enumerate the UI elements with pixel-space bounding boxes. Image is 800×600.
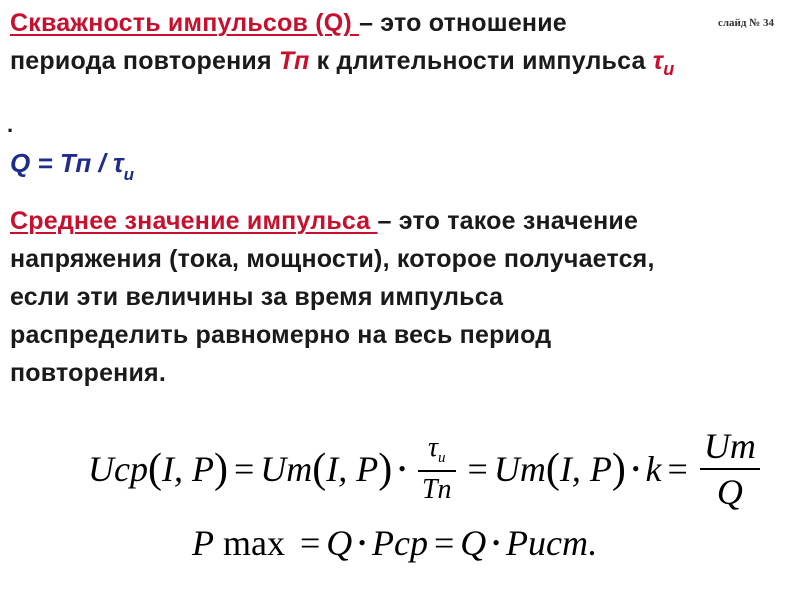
eq1-um-1: Um (260, 449, 313, 489)
eq2-p: P (192, 523, 214, 563)
eq1-lparen-2: ( (312, 446, 327, 492)
eq1-equals-3: = (667, 449, 688, 489)
eq1-frac-um: Um (703, 426, 756, 466)
eq2-pcp: Pcp (372, 523, 428, 563)
definition-duty-cycle (10, 4, 674, 88)
eq1-um-2: Um (493, 449, 546, 489)
equation-power (192, 522, 597, 564)
eq1-tau-sub: и (438, 450, 446, 466)
eq2-equals-1: = (299, 523, 321, 563)
q-formula (10, 148, 134, 185)
q-formula-main: Q = Тп / τ (10, 148, 124, 178)
definition-average-text-2: напряжения (тока, мощности), которое получается, (10, 245, 655, 273)
eq1-fraction-bar-2 (700, 468, 760, 470)
equation-average (88, 428, 766, 510)
eq1-args-3: I, P (559, 449, 612, 489)
definition-duty-cycle-text-1: – это отношение (359, 9, 567, 37)
eq1-frac-numerator (424, 434, 450, 466)
eq1-tau: τ (427, 432, 439, 463)
eq2-equals-2: = (433, 523, 455, 563)
eq1-ucp: Ucp (88, 449, 148, 489)
eq2-max: max (214, 523, 294, 563)
eq1-fraction-um-q (700, 428, 760, 510)
eq1-rparen-2: ) (378, 446, 393, 492)
definition-average-text-3: если эти величины за время импульса (10, 283, 504, 311)
eq2-bullet-2: • (492, 530, 500, 555)
eq2-q-1: Q (326, 523, 353, 563)
eq2-pist: Pист. (505, 523, 598, 563)
eq1-fraction-tau-tn (418, 434, 456, 504)
var-tau: τ (652, 47, 664, 75)
definition-average-text-1: – это такое значение (377, 207, 639, 235)
definition-average-text-5: повторения. (10, 359, 166, 387)
bullet-dot: . (7, 112, 14, 137)
term-duty-cycle: Скважность импульсов (Q) (10, 9, 360, 37)
eq1-equals-1: = (233, 449, 255, 489)
var-tn: Тп (278, 47, 310, 75)
eq1-lparen: ( (147, 446, 162, 492)
eq1-fraction-bar-1 (418, 470, 456, 472)
eq1-args-2: I, P (326, 449, 379, 489)
eq1-frac-q: Q (716, 472, 743, 512)
eq1-equals-2: = (467, 449, 488, 489)
eq1-rparen: ) (213, 446, 228, 492)
definition-duty-cycle-text-2: периода повторения (10, 47, 279, 75)
q-formula-sub: и (123, 165, 134, 184)
definition-average-text-4: распределить равномерно на весь период (10, 321, 552, 349)
eq2-bullet-1: • (358, 530, 366, 555)
eq1-lparen-3: ( (545, 446, 560, 492)
definition-duty-cycle-text-3: к длительности импульса (309, 47, 653, 75)
eq1-k: k (645, 449, 662, 489)
eq1-rparen-3: ) (611, 446, 626, 492)
eq1-args: I, P (161, 449, 214, 489)
eq1-tn: Tn (421, 474, 452, 505)
definition-average (10, 202, 655, 392)
slide-number: слайд № 34 (718, 17, 775, 29)
eq2-q-2: Q (460, 523, 487, 563)
var-tau-sub: и (663, 59, 675, 79)
eq1-bullet-2: • (631, 456, 640, 481)
term-average: Среднее значение импульса (10, 207, 378, 235)
eq1-bullet-1: • (398, 456, 406, 481)
